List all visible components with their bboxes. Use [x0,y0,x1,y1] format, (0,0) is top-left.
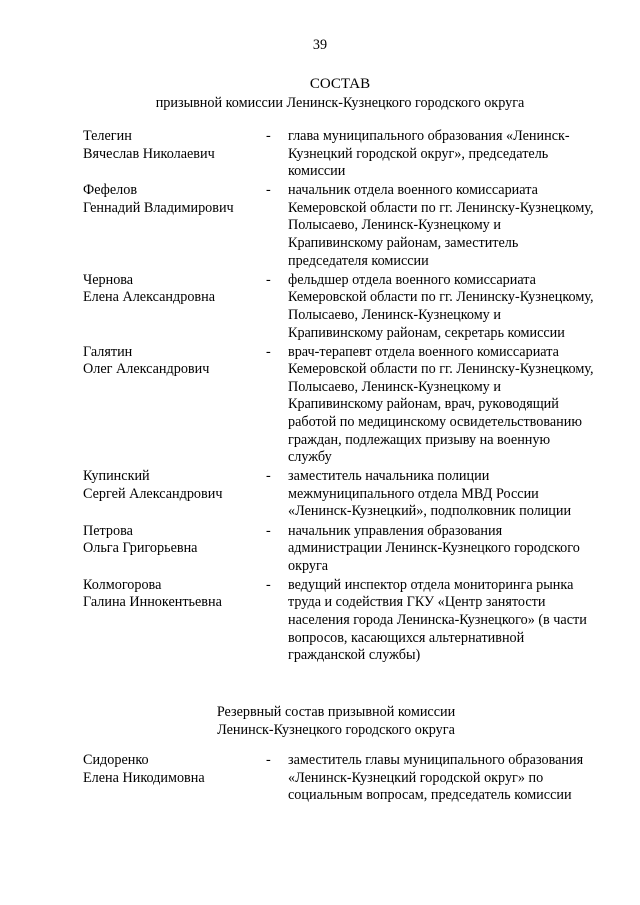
separator-dash: - [266,343,271,360]
separator-dash: - [266,182,271,199]
member-surname: Сидоренко [83,752,149,768]
member-surname: Галятин [83,343,133,360]
member-row [0,344,640,467]
member-name [83,182,263,217]
reserve-title-line-2: Ленинск-Кузнецкого городского округа [217,722,455,738]
member-name [83,752,263,787]
member-name [83,128,263,163]
member-role: глава муниципального образования «Ленинск-Кузнецкий городской округ», председатель комиссии [288,128,570,180]
separator-dash: - [266,468,271,485]
member-row [0,752,640,805]
member-role: врач-терапевт отдела военного комиссариата Кемеровской области по гг. Ленинску-Кузнецкому, Полысаево, Ленинск-Кузнецкому и Крапивинскому районам, врач, руководящий работой по медицинскому освидетельствованию граждан, подлежащих призыву на военную службу [288,343,594,466]
member-name [83,523,263,558]
member-role: начальник отдела военного комиссариата Кемеровской области по гг. Ленинску-Кузнецкому, Полысаево, Ленинск-Кузнецкому и Крапивинскому районам, заместитель председателя комиссии [288,182,594,269]
reserve-members-list [0,752,640,805]
member-surname: Фефелов [83,182,138,199]
member-role: заместитель начальника полиции межмуниципального отдела МВД России «Ленинск-Кузнецкий», подполковник полиции [288,468,572,520]
member-given-names: Олег Александрович [83,361,210,378]
member-given-names: Сергей Александрович [83,485,223,502]
member-surname: Петрова [83,522,133,539]
member-row [0,577,640,665]
member-name [83,468,263,503]
reserve-title-line-1: Резервный состав призывной комиссии [216,704,456,720]
member-given-names: Вячеслав Николаевич [83,145,215,162]
member-given-names: Елена Александровна [83,289,215,306]
member-surname: Купинский [83,468,150,485]
member-role: фельдшер отдела военного комиссариата Кемеровской области по гг. Ленинску-Кузнецкому, Полысаево, Ленинск-Кузнецкому и Крапивинскому районам, секретарь комиссии [288,271,594,341]
commission-members-list [0,128,640,665]
separator-dash: - [266,522,271,539]
member-role: заместитель главы муниципального образования «Ленинск-Кузнецкий городской округ» по социальным вопросам, председатель комиссии [288,752,584,804]
separator-dash: - [266,576,271,593]
member-given-names: Елена Никодимовна [83,769,205,786]
member-name [83,272,263,307]
member-role: ведущий инспектор отдела мониторинга рынка труда и содействия ГКУ «Центр занятости населения города Ленинска-Кузнецкого» (в части вопросов, касающихся альтернативной гражданской службы) [288,576,587,664]
member-surname: Телегин [83,128,132,144]
member-surname: Чернова [83,271,134,288]
separator-dash: - [266,752,271,768]
member-name [83,577,263,612]
separator-dash: - [266,271,271,288]
member-surname: Колмогорова [83,576,162,593]
member-role: начальник управления образования администрации Ленинск-Кузнецкого городского округа [288,522,580,574]
member-row [0,272,640,342]
document-title: СОСТАВ [309,76,371,92]
member-row [0,128,640,181]
member-row [0,468,640,521]
member-given-names: Геннадий Владимирович [83,199,234,216]
member-row [0,523,640,576]
reserve-section-title [0,704,640,740]
document-subtitle: призывной комиссии Ленинск-Кузнецкого городского округа [155,95,525,111]
member-given-names: Галина Иннокентьевна [83,594,222,611]
member-row [0,182,640,270]
member-given-names: Ольга Григорьевна [83,540,198,557]
page-number: 39 [312,37,328,53]
separator-dash: - [266,128,271,144]
member-name [83,344,263,379]
